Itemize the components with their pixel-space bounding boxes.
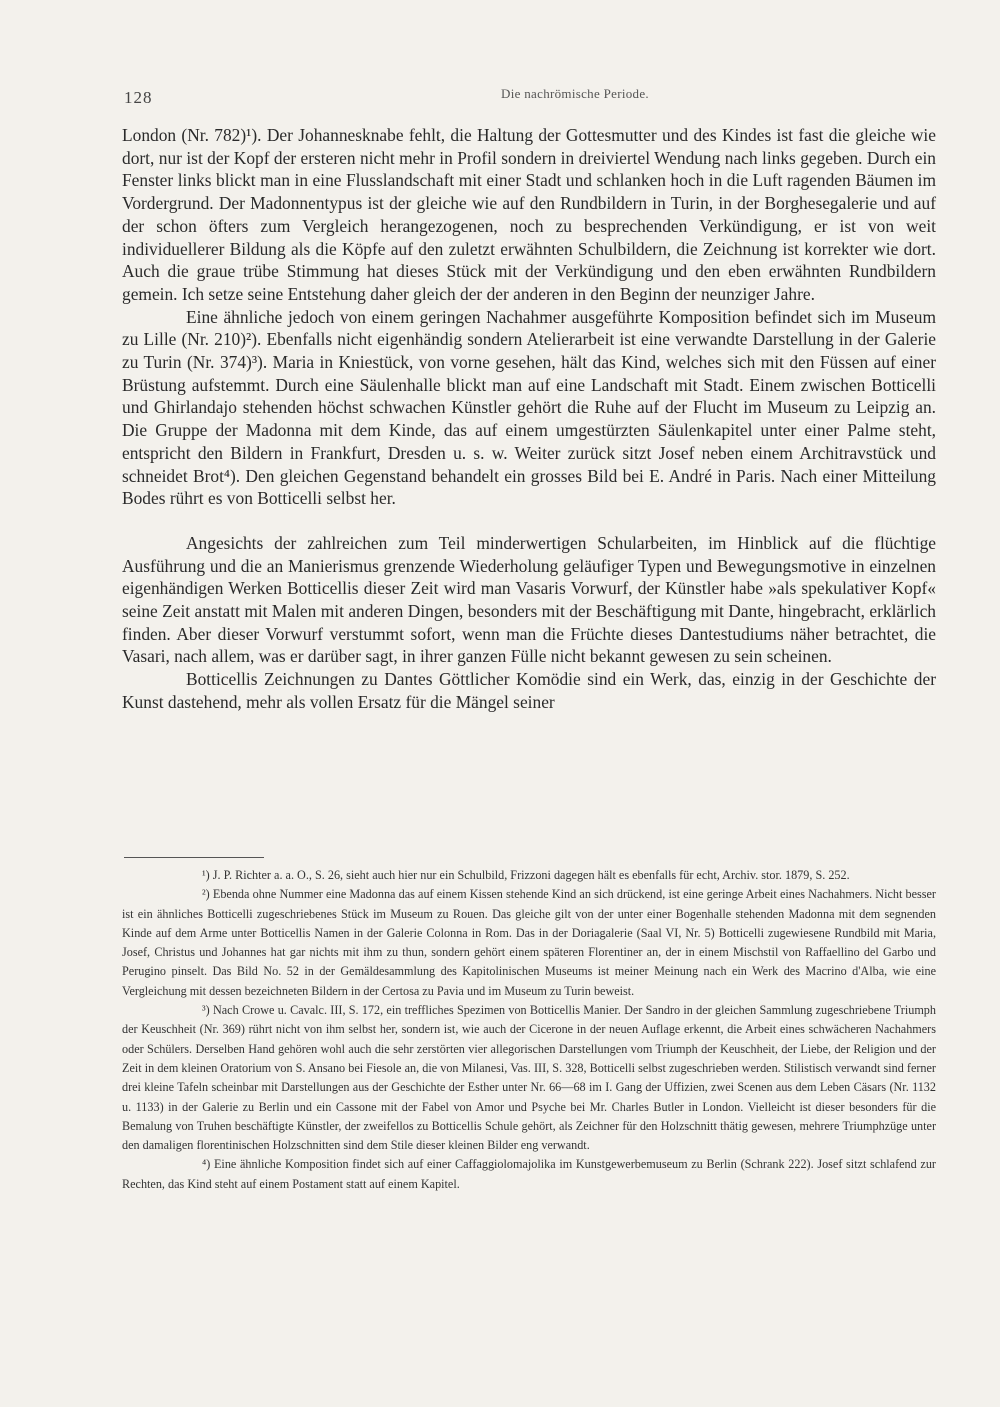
footnote-divider <box>124 857 264 858</box>
body-paragraph: London (Nr. 782)¹). Der Johannesknabe fehlt, die Haltung der Gottesmutter und des Kindes ist fast die gleiche wie dort, nur ist der Kopf der ersteren nicht mehr in Profil sondern in dreiviertel Wendung nach links gegeben. Durch ein Fenster links blickt man in eine Flusslandschaft mit einer Stadt und schlanken hoch in die Luft ragenden Bäumen im Vordergrund. Der Madonnentypus ist der gleiche wie auf den Rundbildern in Turin, in der Borghesegalerie und auf der schon öfters zum Vergleich herangezogenen, noch zu besprechenden Verkündigung, er ist von weit individuellerer Bildung als die Köpfe auf den zuletzt erwähnten Schulbildern, die Zeichnung ist korrekter wie dort. Auch die graue trübe Stimmung hat dieses Stück mit der Verkündigung und den eben erwähnten Rundbildern gemein. Ich setze seine Entstehung daher gleich der der anderen in den Beginn der neunziger Jahre. <box>122 125 936 304</box>
running-head: Die nachrömische Periode. <box>501 86 649 101</box>
page-number: 128 <box>124 88 153 107</box>
body-text <box>122 124 936 714</box>
body-paragraph: Eine ähnliche jedoch von einem geringen Nachahmer ausgeführte Komposition befindet sich im Museum zu Lille (Nr. 210)²). Ebenfalls nicht eigenhändig sondern Atelierarbeit ist eine verwandte Darstellung in der Galerie zu Turin (Nr. 374)³). Maria in Kniestück, von vorne gesehen, hält das Kind, welches sich mit den Füssen auf einer Brüstung aufstemmt. Durch eine Säulenhalle blickt man auf eine Landschaft mit Stadt. Einem zwischen Botticelli und Ghirlandajo stehenden höchst schwachen Künstler gehört die Ruhe auf der Flucht im Museum zu Leipzig an. Die Gruppe der Madonna mit dem Kinde, das auf einem umgestürzten Säulenkapitel unter einer Palme steht, entspricht den Bildern in Frankfurt, Dresden u. s. w. Weiter zurück sitzt Josef neben einem Architravstück und schneidet Brot⁴). Den gleichen Gegenstand behandelt ein grosses Bild bei E. André in Paris. Nach einer Mitteilung Bodes rührt es von Botticelli selbst her. <box>122 306 936 509</box>
footnote: ¹) J. P. Richter a. a. O., S. 26, sieht auch hier nur ein Schulbild, Frizzoni dagegen hält es ebenfalls für echt, Archiv. stor. 1879, S. 252. <box>202 868 850 882</box>
footnote: ³) Nach Crowe u. Cavalc. III, S. 172, ein treffliches Spezimen von Botticellis Manier. Der Sandro in der gleichen Sammlung zugeschriebene Triumph der Keuschheit (Nr. 369) rührt nicht von ihm selbst her, sondern ist, wie auch der Cicerone in der neuen Auflage erkennt, die Arbeit eines schwächeren Nachahmers oder Schülers. Derselben Hand gehören wohl auch die sehr zerstörten vier allegorischen Darstellungen vom Triumph der Keuschheit, der Liebe, der Religion und der Zeit in dem kleinen Oratorium von S. Ansano bei Fiesole an, die von Milanesi, Vas. III, S. 328, Botticelli selbst zugeschrieben werden. Stilistisch verwandt sind ferner drei kleine Tafeln scheinbar mit Darstellungen aus der Geschichte der Esther unter Nr. 66—68 im I. Gang der Uffizien, zwei Scenen aus dem Leben Cäsars (Nr. 1132 u. 1133) in der Galerie zu Berlin und ein Cassone mit der Fabel von Amor und Psyche bei Mr. Charles Butler in London. Vielleicht ist dieser besonders für die Bemalung von Truhen beschäftigte Künstler, der zweifellos zu Botticellis Schule gehört, als Zeichner für den Holzschnitt thätig gewesen, mehrere Triumphzüge unter den damaligen florentinischen Holzschnitten sind dem Stile dieser kleinen Bilder eng verwandt. <box>122 1003 936 1153</box>
footnotes <box>122 866 936 1194</box>
footnote: ²) Ebenda ohne Nummer eine Madonna das auf einem Kissen stehende Kind an sich drückend, ist eine geringe Arbeit eines Nachahmers. Nicht besser ist ein ähnliches Botticelli zugeschriebenes Stück im Museum zu Rouen. Das gleiche gilt von der unter einer Bogenhalle stehenden Madonna mit dem segnenden Kinde auf dem Arme unter Botticellis Namen in der Galerie Colonna in Rom. Das in der Doriagalerie (Saal VI, Nr. 5) Botticelli zugewiesene Rundbild mit Maria, Josef, Christus und Johannes hat gar nichts mit ihm zu thun, sondern gehört einem späteren Florentiner an, der in einem Mischstil von Raffaellino del Garbo und Perugino pinselt. Das Bild No. 52 in der Gemäldesammlung des Kapitolinischen Museums ist meiner Meinung nach ein Werk des Macrino d'Alba, wie eine Vergleichung mit dessen bezeichneten Bildern in der Certosa zu Pavia und im Museum zu Turin beweist. <box>122 887 936 998</box>
footnote: ⁴) Eine ähnliche Komposition findet sich auf einer Caffaggiolomajolika im Kunstgewerbemuseum zu Berlin (Schrank 222). Josef sitzt schlafend zur Rechten, das Kind steht auf einem Postament statt auf einem Kapitel. <box>122 1157 936 1191</box>
body-paragraph: Botticellis Zeichnungen zu Dantes Göttlicher Komödie sind ein Werk, das, einzig in der Geschichte der Kunst dastehend, mehr als vollen Ersatz für die Mängel seiner <box>122 669 936 712</box>
body-paragraph: Angesichts der zahlreichen zum Teil minderwertigen Schularbeiten, im Hinblick auf die flüchtige Ausführung und die an Manierismus grenzende Wiederholung geläufiger Typen und Bewegungsmotive in einzelnen eigenhändigen Werken Botticellis dieser Zeit wird man Vasaris Vorwurf, der Künstler habe »als spekulativer Kopf« seine Zeit anstatt mit Malen mit anderen Dingen, besonders mit der Beschäftigung mit Dante, hingebracht, erklärlich finden. Aber dieser Vorwurf verstummt sofort, wenn man die Früchte dieses Dantestudiums näher betrachtet, die Vasari, nach allem, was er darüber sagt, in ihrer ganzen Fülle nicht bekannt gewesen zu sein scheinen. <box>122 532 936 667</box>
